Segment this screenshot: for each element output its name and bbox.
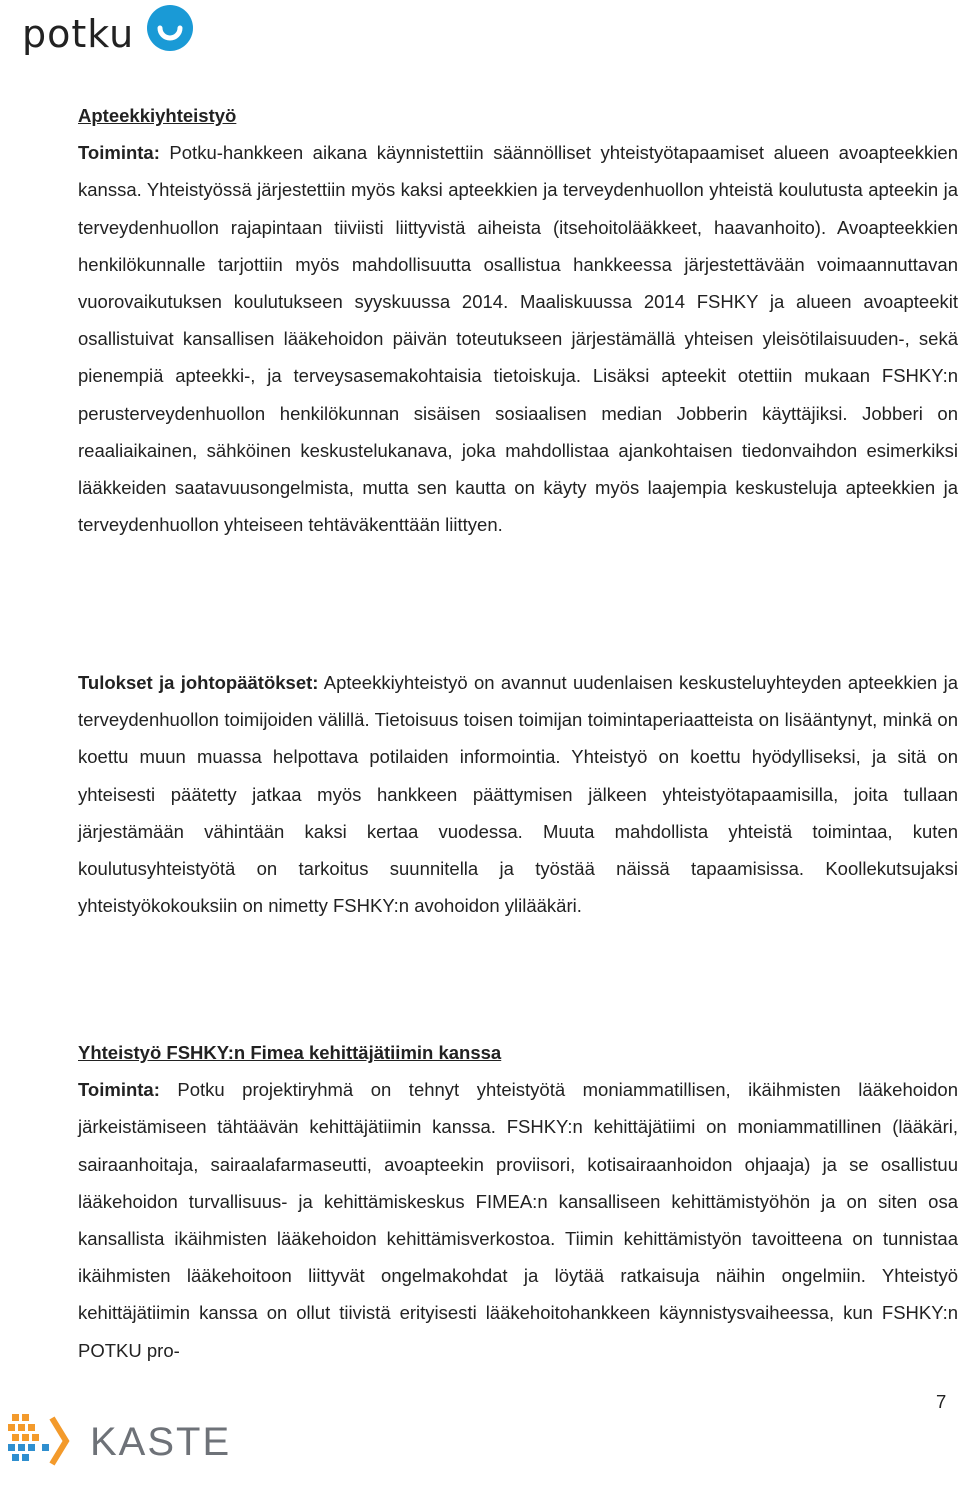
kaste-logo-text: KASTE [90, 1420, 232, 1464]
paragraph-text: Potku projektiryhmä on tehnyt yhteistyötä moniammatillisen, ikäihmisten lääkehoidon järkeistämiseen tähtäävän kehittäjätiimin kanssa. FSHKY:n kehittäjätiimi on moniammatillinen (lääkäri, sairaanhoitaja, sairaalafarmaseutti, avoapteekin proviisori, kotisairaanhoidon ohjaaja) ja se osallistuu lääkehoidon turvallisuus- ja kehittämiskeskus FIMEA:n kansalliseen kehittämistyöhön ja on siten osa kansallista ikäihmisten lääkehoidon kehittämisverkostoa. Tiimin kehittämistyön tavoitteena on tunnistaa ikäihmisten lääkehoitoon liittyvät ongelmakohdat ja löytää ratkaisuja näihin ongelmiin. Yhteistyö kehittäjätiimin kanssa on ollut tiivistä erityisesti lääkehoitohankkeen käynnistysvaiheessa, kun FSHKY:n POTKU pro- [78, 1079, 958, 1361]
paragraph-text: Potku-hankkeen aikana käynnistettiin säännölliset yhteistyötapaamiset alueen avoapteekkien kanssa. Yhteistyössä järjestettiin myös kaksi apteekkien ja terveydenhuollon yhteistä koulutusta apteekin ja terveydenhuollon rajapintaan tiiviisti liittyvistä aiheista (itsehoitolääkkeet, haavanhoito). Avoapteekkien henkilökunnalle tarjottiin myös mahdollisuutta osallistua hankkeessa järjestettävään voimaannuttavan vuorovaikutuksen koulutukseen syyskuussa 2014. Maaliskuussa 2014 FSHKY ja alueen avoapteekit osallistuivat kansallisen lääkehoidon päivän toteutukseen järjestämällä yhteisen yleisötilaisuuden-, sekä pienempiä apteekki-, ja terveysasemakohtaisia tietoiskuja. Lisäksi apteekit otettiin mukaan FSHKY:n perusterveydenhuollon henkilökunnan sisäisen sosiaalisen median Jobberin käyttäjiksi. Jobberi on reaaliaikainen, sähköinen keskustelukanava, joka mahdollistaa ajankohtaisen tiedonvaihdon esimerkiksi lääkkeiden saatavuusongelmista, mutta sen kautta on käyty myös laajempia keskusteluja apteekkien ja terveydenhuollon yhteiseen tehtäväkenttään liittyen. [78, 142, 958, 536]
paragraph-text: Apteekkiyhteistyö on avannut uudenlaisen keskusteluyhteyden apteekkien ja terveydenhuollon toimijoiden välillä. Tietoisuus toisen toimijan toimintaperiaatteista on lisääntynyt, minkä on koettu muun muassa helpottava potilaiden informointia. Yhteistyö on koettu hyödylliseksi, ja sitä on yhteisesti päätetty jatkaa myös hankkeen päättymisen jälkeen yhteistyötapaamisilla, joita tullaan järjestämään vähintään kaksi kertaa vuodessa. Muuta mahdollista yhteistä toimintaa, kuten koulutusyhteistyötä on tarkoitus suunnitella ja työstää näissä tapaamisissa. Koollekutsujaksi yhteistyökokouksiin on nimetty FSHKY:n avohoidon ylilääkäri. [78, 672, 959, 917]
paragraph-label: Toiminta: [78, 1079, 160, 1101]
section-pharmacy-cooperation [78, 97, 958, 543]
paragraph-label: Toiminta: [78, 142, 160, 164]
potku-logo-mark-icon [146, 4, 194, 52]
paragraph [78, 664, 958, 924]
kaste-logo-mark-icon [6, 1412, 84, 1470]
section-fimea-cooperation [78, 1034, 958, 1369]
kaste-logo [6, 1412, 232, 1470]
section-results [78, 664, 958, 924]
potku-logo [22, 2, 190, 64]
paragraph [78, 134, 958, 543]
section-heading: Yhteistyö FSHKY:n Fimea kehittäjätiimin kanssa [78, 1042, 502, 1063]
paragraph [78, 1071, 958, 1369]
paragraph-label: Tulokset ja johtopäätökset: [78, 672, 319, 693]
page-number: 7 [936, 1391, 947, 1412]
section-heading: Apteekkiyhteistyö [78, 105, 237, 126]
potku-logo-text: potku [22, 12, 135, 56]
